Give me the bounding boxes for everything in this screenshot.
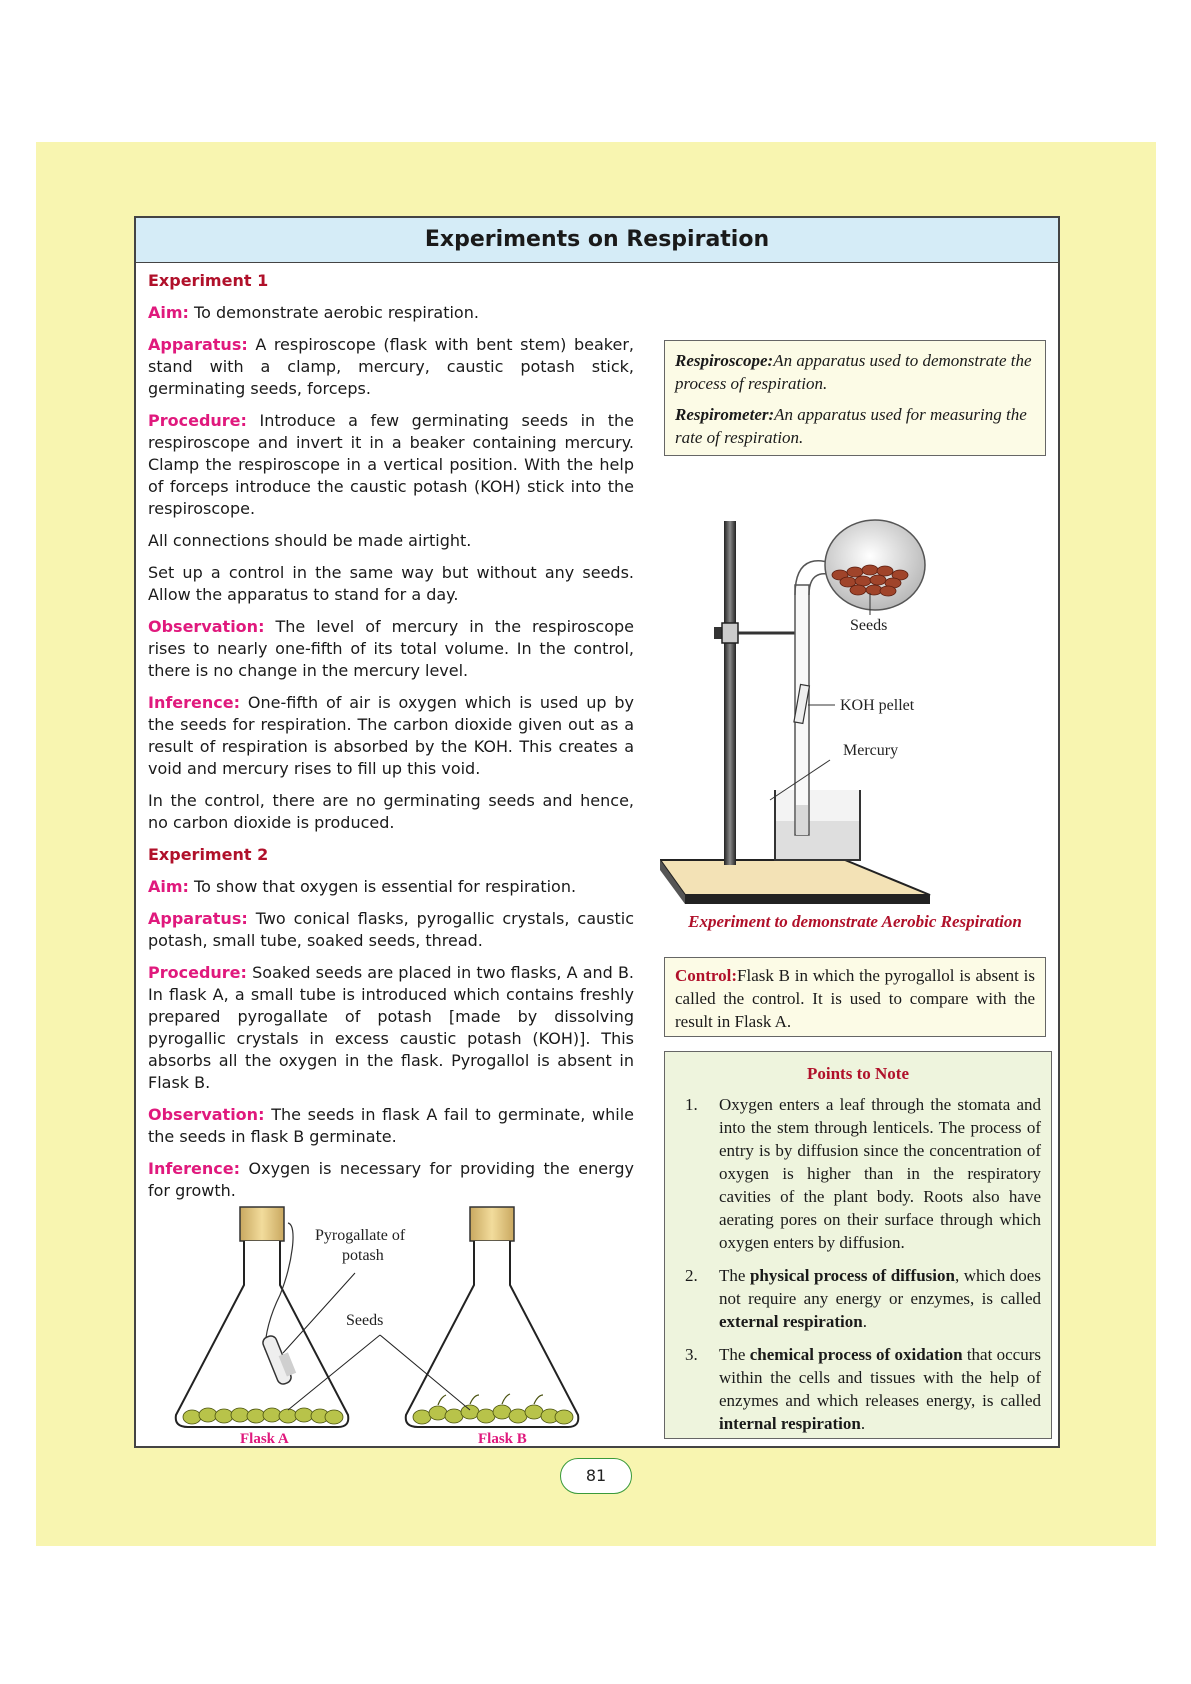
observation-label: Observation:	[148, 617, 265, 636]
exp2-aim	[148, 876, 634, 898]
exp2-observation	[148, 1104, 634, 1148]
seeds-label: Seeds	[346, 1312, 384, 1329]
left-column	[148, 270, 634, 1212]
note-text: that occurs within the cells and tissues with the help of enzymes and which releases energy, is called	[719, 1345, 1041, 1410]
control-label: Control:	[675, 966, 738, 985]
stand-base	[660, 860, 930, 895]
definitions-box	[664, 340, 1046, 456]
exp1-aim	[148, 302, 634, 324]
note-bold: internal respiration	[719, 1414, 861, 1433]
mercury-label: Mercury	[843, 742, 899, 759]
procedure-label: Procedure:	[148, 411, 247, 430]
note-bold: chemical process of oxidation	[749, 1345, 963, 1364]
exp1-apparatus	[148, 334, 634, 400]
pyrogallate-label-line1: Pyrogallate of	[315, 1227, 406, 1244]
exp1-control-note: In the control, there are no germinating seeds and hence, no carbon dioxide is produced.	[148, 791, 634, 832]
apparatus-text: Two conical flasks, pyrogallic crystals, caustic potash, small tube, soaked seeds, thread.	[148, 909, 634, 950]
experiment-2-heading: Experiment 2	[148, 845, 269, 864]
procedure-text: Introduce a few germinating seeds in the respiroscope and invert it in a beaker containing mercury. Clamp the respiroscope in a vertical position. With the help of forceps introduce the caustic potash (KOH) stick into the respiroscope.	[148, 411, 634, 518]
points-to-note-box	[664, 1051, 1052, 1439]
inference-label: Inference:	[148, 693, 241, 712]
flask-a-label: Flask A	[240, 1431, 289, 1445]
procedure-label: Procedure:	[148, 963, 247, 982]
respiroscope-figure	[660, 515, 1060, 905]
exp2-inference	[148, 1158, 634, 1202]
aim-text: To show that oxygen is essential for respiration.	[194, 877, 577, 896]
exp2-procedure	[148, 962, 634, 1094]
observation-label: Observation:	[148, 1105, 265, 1124]
note-number: 3.	[685, 1345, 698, 1364]
seeds-label: Seeds	[850, 617, 888, 634]
flask-b	[406, 1207, 579, 1427]
respiroscope-term: Respiroscope:	[675, 351, 774, 370]
inference-text: One-fifth of air is oxygen which is used up by the seeds for respiration. The carbon dioxide given out as a result of respiration is absorbed by the KOH. This creates a void and mercury rises to fill up this void.	[148, 693, 634, 778]
respiroscope-def: An apparatus used to demonstrate the process of respiration.	[675, 351, 1032, 393]
apparatus-text: A respiroscope (flask with bent stem) beaker, stand with a clamp, mercury, caustic potash stick, germinating seeds, forceps.	[148, 335, 634, 398]
note-text: Oxygen enters a leaf through the stomata and into the stem through lenticels. The process of entry is by diffusion since the concentration of oxygen is higher than in the respiratory cavities of the plant body. Roots also have aerating pores on their surface through which oxygen enters by diffusion.	[719, 1095, 1041, 1252]
figure-caption: Experiment to demonstrate Aerobic Respiration	[688, 912, 1022, 931]
note-number: 1.	[685, 1095, 698, 1114]
exp1-control: Set up a control in the same way but without any seeds. Allow the apparatus to stand for a day.	[148, 563, 634, 604]
aim-label: Aim:	[148, 877, 189, 896]
apparatus-label: Apparatus:	[148, 909, 248, 928]
aim-text: To demonstrate aerobic respiration.	[194, 303, 479, 322]
page-title: Experiments on Respiration	[136, 218, 1058, 263]
inference-text: Oxygen is necessary for providing the energy for growth.	[148, 1159, 634, 1200]
note-text: The	[719, 1345, 750, 1364]
notes-title: Points to Note	[807, 1064, 909, 1083]
pyrogallate-label-line2: potash	[342, 1247, 384, 1264]
control-box	[664, 957, 1046, 1037]
exp1-procedure	[148, 410, 634, 520]
note-text: The	[719, 1266, 750, 1285]
exp1-airtight: All connections should be made airtight.	[148, 531, 472, 550]
aim-label: Aim:	[148, 303, 189, 322]
note-number: 2.	[685, 1266, 698, 1285]
note-text: , which does not require any energy or enzymes, is called	[719, 1266, 1041, 1308]
inference-label: Inference:	[148, 1159, 241, 1178]
note-text: .	[862, 1312, 867, 1331]
exp1-observation	[148, 616, 634, 682]
note-bold: physical process of diffusion	[749, 1266, 955, 1285]
experiment-1-heading: Experiment 1	[148, 271, 269, 290]
control-text: Flask B in which the pyrogallol is absent is called the control. It is used to compare with the result in Flask A.	[675, 966, 1035, 1031]
respiroscope-definition	[675, 349, 1035, 395]
respirometer-term: Respirometer:	[675, 405, 775, 424]
respirometer-definition	[675, 403, 1035, 449]
flasks-figure	[170, 1205, 610, 1445]
observation-text: The seeds in flask A fail to germinate, while the seeds in flask B germinate.	[148, 1105, 634, 1146]
procedure-text: Soaked seeds are placed in two flasks, A and B. In flask A, a small tube is introduced which contains freshly prepared pyrogallate of potash [made by dissolving pyrogallic crystals in excess caustic potash (KOH)]. This absorbs all the oxygen in the flask. Pyrogallol is absent in Flask B.	[148, 963, 635, 1092]
note-text: .	[860, 1414, 866, 1433]
apparatus-label: Apparatus:	[148, 335, 248, 354]
koh-label: KOH pellet	[840, 697, 915, 714]
stand-rod	[724, 521, 736, 865]
notes-list	[675, 1093, 1041, 1435]
note-item	[675, 1343, 1041, 1435]
respiroscope-bulb	[825, 520, 925, 610]
respirometer-def: An apparatus used for measuring the rate of respiration.	[675, 405, 1027, 447]
note-item	[675, 1264, 1041, 1333]
observation-text: The level of mercury in the respiroscope rises to nearly one-fifth of its total volume. In the control, there is no change in the mercury level.	[148, 617, 634, 680]
note-bold: external respiration	[719, 1312, 863, 1331]
exp1-inference	[148, 692, 634, 780]
flask-b-label: Flask B	[478, 1431, 527, 1445]
note-item	[675, 1093, 1041, 1254]
page-number: 81	[560, 1458, 632, 1494]
exp2-apparatus	[148, 908, 634, 952]
